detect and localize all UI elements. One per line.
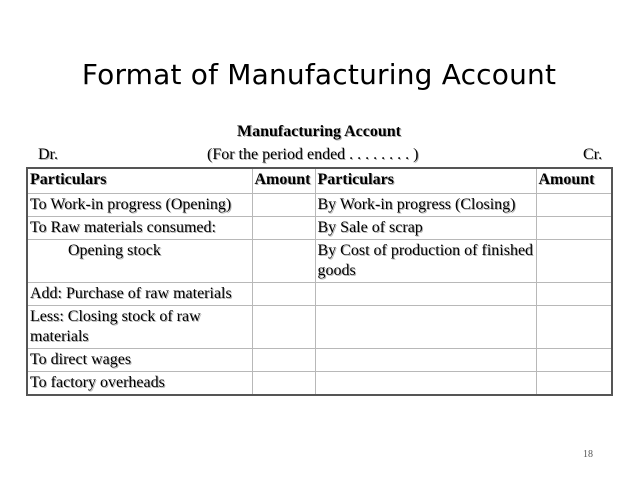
table-header-row (27, 168, 612, 194)
table-cell: To Raw materials consumed: (27, 217, 252, 240)
table-row (27, 306, 612, 349)
table-cell: To Work-in progress (Opening) (27, 194, 252, 217)
table-cell (252, 349, 315, 372)
account-heading: Manufacturing Account (237, 123, 401, 140)
table-cell (536, 306, 612, 349)
debit-label: Dr. (38, 146, 58, 163)
table-cell: To factory overheads (27, 372, 252, 396)
table-cell (252, 372, 315, 396)
table-cell (315, 306, 536, 349)
table-cell (252, 217, 315, 240)
table-cell (252, 194, 315, 217)
manufacturing-account-table (26, 167, 613, 396)
table-cell (315, 283, 536, 306)
table-cell (536, 372, 612, 396)
table-row (27, 372, 612, 396)
table-cell: Add: Purchase of raw materials (27, 283, 252, 306)
credit-label: Cr. (583, 146, 603, 163)
table-row (27, 194, 612, 217)
period-label: (For the period ended . . . . . . . . ) (207, 146, 419, 163)
table-cell (536, 217, 612, 240)
table-cell: By Sale of scrap (315, 217, 536, 240)
table-row (27, 283, 612, 306)
table-cell: By Work-in progress (Closing) (315, 194, 536, 217)
table-cell (252, 306, 315, 349)
table-cell (315, 349, 536, 372)
table-row (27, 349, 612, 372)
table-cell (252, 283, 315, 306)
table-cell: To direct wages (27, 349, 252, 372)
table-cell (536, 240, 612, 283)
table-cell (536, 283, 612, 306)
header-amount-dr: Amount (252, 168, 315, 194)
table-cell: Less: Closing stock of raw materials (27, 306, 252, 349)
table-cell (536, 349, 612, 372)
slide-title: Format of Manufacturing Account (81, 58, 557, 91)
table-cell (252, 240, 315, 283)
header-particulars-dr: Particulars (27, 168, 252, 194)
table-cell: Opening stock (27, 240, 252, 283)
table-cell: By Cost of production of finished goods (315, 240, 536, 283)
header-amount-cr: Amount (536, 168, 612, 194)
table-row (27, 240, 612, 283)
header-particulars-cr: Particulars (315, 168, 536, 194)
page-number: 18 (583, 449, 593, 460)
table-cell (315, 372, 536, 396)
table-row (27, 217, 612, 240)
table-cell (536, 194, 612, 217)
